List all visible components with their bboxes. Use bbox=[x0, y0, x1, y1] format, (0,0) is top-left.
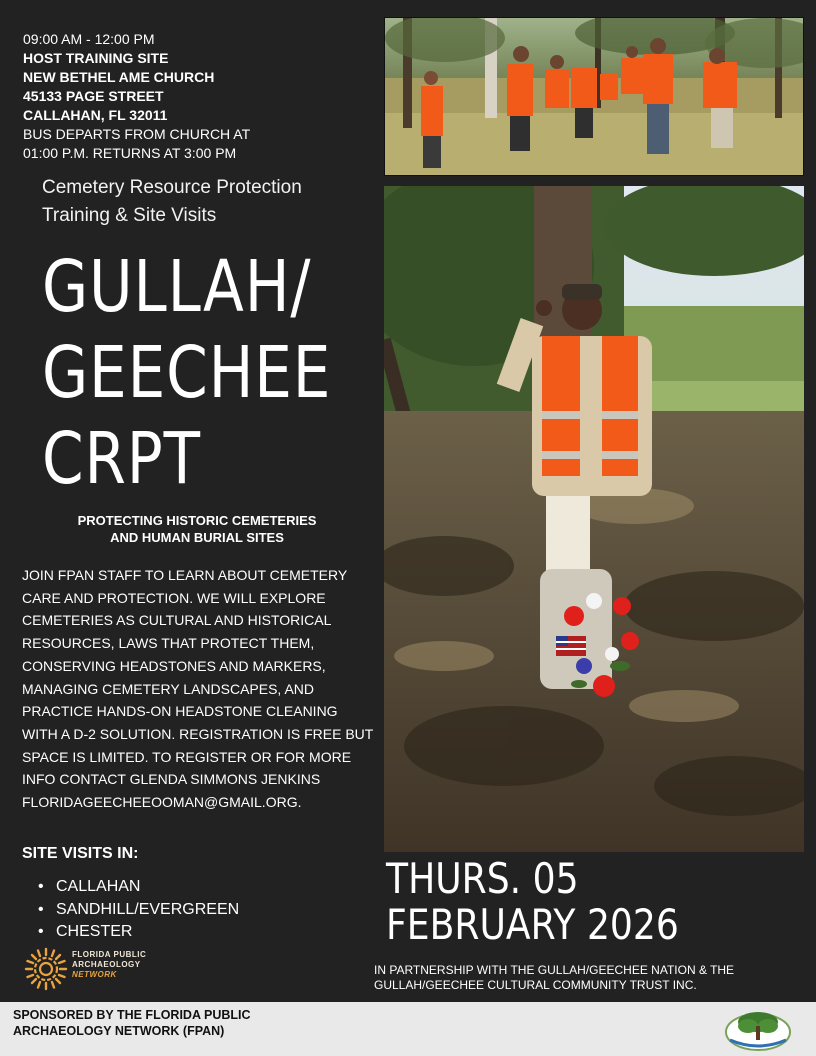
list-item: • CHESTER bbox=[38, 921, 239, 944]
footer bbox=[0, 1002, 816, 1056]
fpan-logo-line1: FLORIDA PUBLIC bbox=[72, 950, 147, 959]
fpan-logo bbox=[24, 945, 164, 995]
description: JOIN FPAN STAFF TO LEARN ABOUT CEMETERY CARE AND PROTECTION. WE WILL EXPLORE CEMETERIES AS CULTURAL AND HISTORICAL RESOURCES, LAWS THAT PROTECT THEM, CONSERVING HEADSTONES AND MARKERS, MANAGING CEMETERY LANDSCAPES, AND PRACTICE HANDS-ON HEADSTONE CLEANING WITH A D-2 SOLUTION. REGISTRATION IS FREE BUT SPACE IS LIMITED. TO REGISTER OR FOR MORE INFO CONTACT GLENDA SIMMONS JENKINS FLORIDAGEECHEEOOMAN@GMAIL.ORG. bbox=[22, 567, 374, 811]
main-title-line1: GULLAH/ bbox=[42, 245, 312, 328]
site-visits-list bbox=[38, 876, 239, 944]
list-item: • SANDHILL/EVERGREEN bbox=[38, 899, 239, 922]
venue-city: CALLAHAN, FL 32011 bbox=[23, 107, 168, 123]
fpan-sun-icon bbox=[24, 947, 68, 991]
training-title-line2: Training & Site Visits bbox=[42, 205, 217, 226]
venue-street: 45133 PAGE STREET bbox=[23, 88, 164, 104]
event-time: 09:00 AM - 12:00 PM bbox=[23, 31, 155, 47]
subtitle-line2: AND HUMAN BURIAL SITES bbox=[110, 530, 284, 545]
training-title bbox=[42, 174, 372, 230]
list-item: • CALLAHAN bbox=[38, 876, 239, 899]
main-title-line2: GEECHEE bbox=[42, 331, 332, 414]
event-date bbox=[386, 856, 679, 948]
main-title-line3: CRPT bbox=[42, 417, 201, 500]
photo-headstone-salute bbox=[384, 186, 804, 852]
event-date-line2: FEBRUARY 2026 bbox=[386, 900, 679, 949]
training-title-line1: Cemetery Resource Protection bbox=[42, 177, 302, 198]
sponsor-line1: SPONSORED BY THE FLORIDA PUBLIC bbox=[13, 1008, 251, 1022]
fpan-logo-line3: NETWORK bbox=[72, 970, 117, 979]
site-visits-heading: SITE VISITS IN: bbox=[22, 845, 139, 862]
partnership-note: IN PARTNERSHIP WITH THE GULLAH/GEECHEE NATION & THE GULLAH/GEECHEE CULTURAL COMMUNITY TRUST INC. bbox=[374, 963, 735, 992]
bus-info-line2: 01:00 P.M. RETURNS AT 3:00 PM bbox=[23, 145, 237, 161]
tree-icon bbox=[722, 1006, 794, 1052]
main-title bbox=[42, 244, 332, 502]
sponsor-line2: ARCHAEOLOGY NETWORK (FPAN) bbox=[13, 1024, 225, 1038]
venue-name: NEW BETHEL AME CHURCH bbox=[23, 69, 215, 85]
event-date-line1: THURS. 05 bbox=[386, 854, 579, 903]
fpan-logo-text bbox=[72, 950, 146, 980]
subtitle bbox=[22, 512, 372, 546]
sponsor-text bbox=[13, 1007, 251, 1039]
fpan-logo-line2: ARCHAEOLOGY bbox=[72, 960, 141, 969]
host-label: HOST TRAINING SITE bbox=[23, 50, 169, 66]
photo-volunteers bbox=[384, 17, 804, 176]
event-info bbox=[23, 30, 373, 163]
bus-info-line1: BUS DEPARTS FROM CHURCH AT bbox=[23, 126, 251, 142]
subtitle-line1: PROTECTING HISTORIC CEMETERIES bbox=[77, 513, 317, 528]
